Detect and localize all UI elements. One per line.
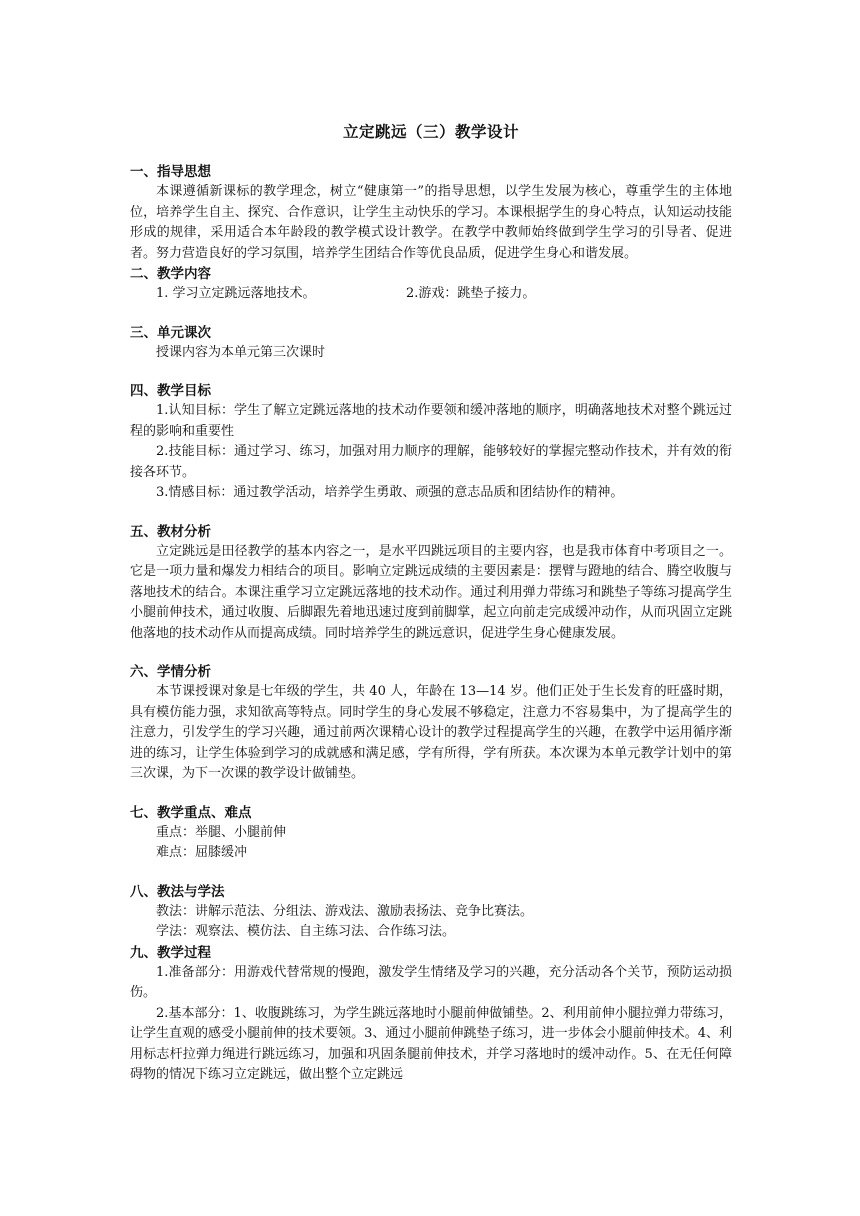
section-heading-material-analysis: 五、教材分析 bbox=[130, 523, 211, 540]
learning-methods-line: 学法：观察法、模仿法、自主练习法、合作练习法。 bbox=[156, 924, 456, 939]
spacer bbox=[130, 644, 732, 662]
document-page bbox=[130, 120, 732, 1086]
spacer bbox=[130, 785, 732, 803]
goal-skill: 2.技能目标：通过学习、练习，加强对用力顺序的理解，能够较好的掌握完整动作技术，并有效的衔接各环节。 bbox=[130, 444, 732, 480]
section-heading-guiding-ideology: 一、指导思想 bbox=[130, 164, 211, 180]
difficulty-line: 难点：屈膝缓冲 bbox=[156, 845, 248, 860]
process-basic-paragraph: 2.基本部分：1、收腹跳练习，为学生跳远落地时小腿前伸做铺垫。2、利用前伸小腿拉弹力带练习，让学生直观的感受小腿前伸的技术要领。3、通过小腿前伸跳垫子练习，进一步体会小腿前伸技术。4、利用标志杆拉弹力绳进行跳远练习，加强和巩固条腿前伸技术，并学习落地时的缓冲动作。5、在无任何障碍物的情况下练习立定跳远，做出整个立定跳远 bbox=[130, 1005, 732, 1082]
section-heading-key-points: 七、教学重点、难点 bbox=[130, 804, 252, 821]
section-heading-student-analysis: 六、学情分析 bbox=[130, 664, 211, 680]
section-heading-teaching-process: 九、教学过程 bbox=[130, 944, 211, 961]
material-analysis-paragraph: 立定跳远是田径教学的基本内容之一，是水平四跳远项目的主要内容，也是我市体育中考项目之一。它是一项力量和爆发力相结合的项目。影响立定跳远成绩的主要因素是：摆臂与蹬地的结合、腾空收腹与落地技术的结合。本课注重学习立定跳远落地的技术动作。通过利用弹力带练习和跳垫子等练习提高学生小腿前伸技术，通过收腹、后脚跟先着地迅速过度到前脚掌，起立向前走完成缓冲动作，从而巩固立定跳他落地的技术动作从而提高成绩。同时培养学生的跳远意识，促进学生身心健康发展。 bbox=[130, 543, 732, 641]
section-heading-unit-lesson: 三、单元课次 bbox=[130, 324, 211, 341]
unit-lesson-line: 授课内容为本单元第三次课时 bbox=[156, 344, 326, 360]
key-point-line: 重点：举腿、小腿前伸 bbox=[156, 824, 287, 840]
section-heading-teaching-content: 二、教学内容 bbox=[130, 266, 211, 282]
document-title: 立定跳远（三）教学设计 bbox=[342, 123, 519, 141]
section-heading-teaching-goals: 四、教学目标 bbox=[130, 383, 211, 399]
guiding-ideology-paragraph: 本课遵循新课标的教学理念，树立“健康第一”的指导思想，以学生发展为核心，尊重学生的主体地位，培养学生自主、探究、合作意识，让学生主动快乐的学习。本课根据学生的身心特点，认知运动技能形成的规律，采用适合本年龄段的教学模式设计教学。在教学中教师始终做到学生学习的引导者、促进者。努力营造良好的学习氛围，培养学生团结合作等优良品质，促进学生身心和谐发展。 bbox=[130, 184, 732, 261]
student-analysis-paragraph: 本节课授课对象是七年级的学生，共 40 人，年龄在 13—14 岁。他们正处于生长发育的旺盛时期，具有模仿能力强，求知欲高等特点。同时学生的身心发展不够稳定，注意力不容易集中，为了提高学生的注意力，引发学生的学习兴趣，通过前两次课精心设计的教学过程提高学生的兴趣，在教学中运用循序渐进的练习，让学生体验到学习的成就感和满足感，学有所得，学有所获。本次课为本单元教学计划中的第三次课，为下一次课的教学设计做铺垫。 bbox=[130, 684, 732, 781]
spacer bbox=[130, 305, 732, 323]
goal-emotional: 3.情感目标：通过教学活动，培养学生勇敢、顽强的意志品质和团结协作的精神。 bbox=[156, 485, 624, 500]
process-preparation-paragraph: 1.准备部分：用游戏代替常规的慢跑，激发学生情绪及学习的兴趣，充分活动各个关节，预防运动损伤。 bbox=[130, 964, 732, 1000]
goal-cognitive: 1.认知目标：学生了解立定跳远落地的技术动作要领和缓冲落地的顺序，明确落地技术对整个跳远过程的影响和重要性 bbox=[130, 403, 732, 439]
teaching-content-item-2: 2.游戏：跳垫子接力。 bbox=[406, 286, 536, 301]
teaching-methods-line: 教法：讲解示范法、分组法、游戏法、激励表扬法、竞争比赛法。 bbox=[156, 903, 534, 919]
section-heading-methods: 八、教法与学法 bbox=[130, 883, 225, 900]
spacer bbox=[130, 864, 732, 882]
spacer bbox=[130, 363, 732, 381]
teaching-content-item-1: 1. 学习立定跳远落地技术。 bbox=[156, 286, 316, 301]
spacer bbox=[130, 504, 732, 522]
teaching-content-row bbox=[130, 284, 732, 305]
